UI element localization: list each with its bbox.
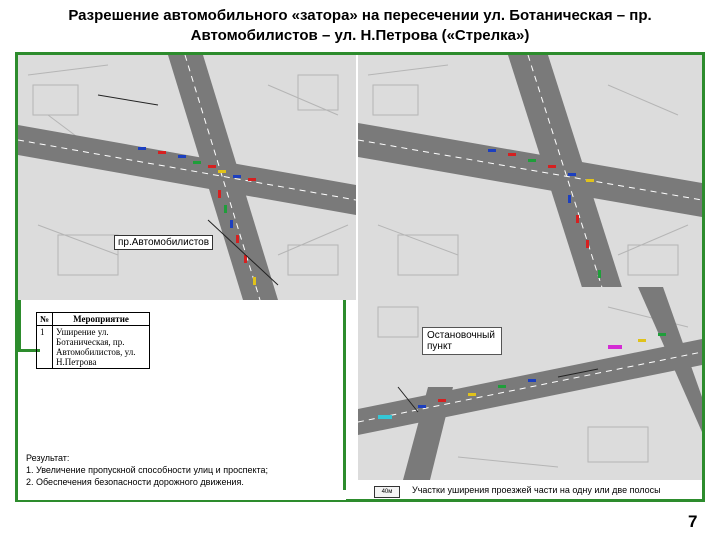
measure-line: Н.Петрова xyxy=(56,357,97,367)
scale-bar: 40м xyxy=(374,486,400,498)
stop-label-line-2: пункт xyxy=(427,341,453,352)
frame-bracket xyxy=(18,300,21,352)
result-item: 1. Увеличение пропускной способности улиц и проспекта; xyxy=(26,465,269,475)
page-number: 7 xyxy=(688,512,698,531)
slide-title xyxy=(20,6,700,46)
title-line-2: Автомобилистов – ул. Н.Петрова («Стрелка») xyxy=(190,27,530,44)
result-heading: Результат: xyxy=(26,453,70,463)
map-before xyxy=(18,55,356,300)
stop-label-line-1: Остановочный xyxy=(427,330,495,341)
table-row xyxy=(37,326,150,369)
result-item: 2. Обеспечения безопасности дорожного движения. xyxy=(26,477,244,487)
legend-caption: Участки уширения проезжей части на одну или две полосы xyxy=(412,485,661,495)
map-after-bottom xyxy=(358,287,702,480)
result-block xyxy=(26,452,268,488)
map-after-top xyxy=(358,55,702,300)
stop-label xyxy=(422,327,502,355)
measure-line: Ботаническая, пр. xyxy=(56,337,125,347)
street-label-avtomobilistov: пр.Автомобилистов xyxy=(114,235,213,250)
row-measure xyxy=(53,326,150,369)
measure-line: Уширение ул. xyxy=(56,327,109,337)
frame-bracket-right xyxy=(343,300,346,490)
measure-line: Автомобилистов, ул. xyxy=(56,347,136,357)
row-number: 1 xyxy=(37,326,53,369)
measures-table xyxy=(36,312,150,369)
col-measure-header: Мероприятие xyxy=(53,313,150,326)
title-line-1: Разрешение автомобильного «затора» на пересечении ул. Ботаническая – пр. xyxy=(68,7,652,24)
col-number-header: № xyxy=(37,313,53,326)
